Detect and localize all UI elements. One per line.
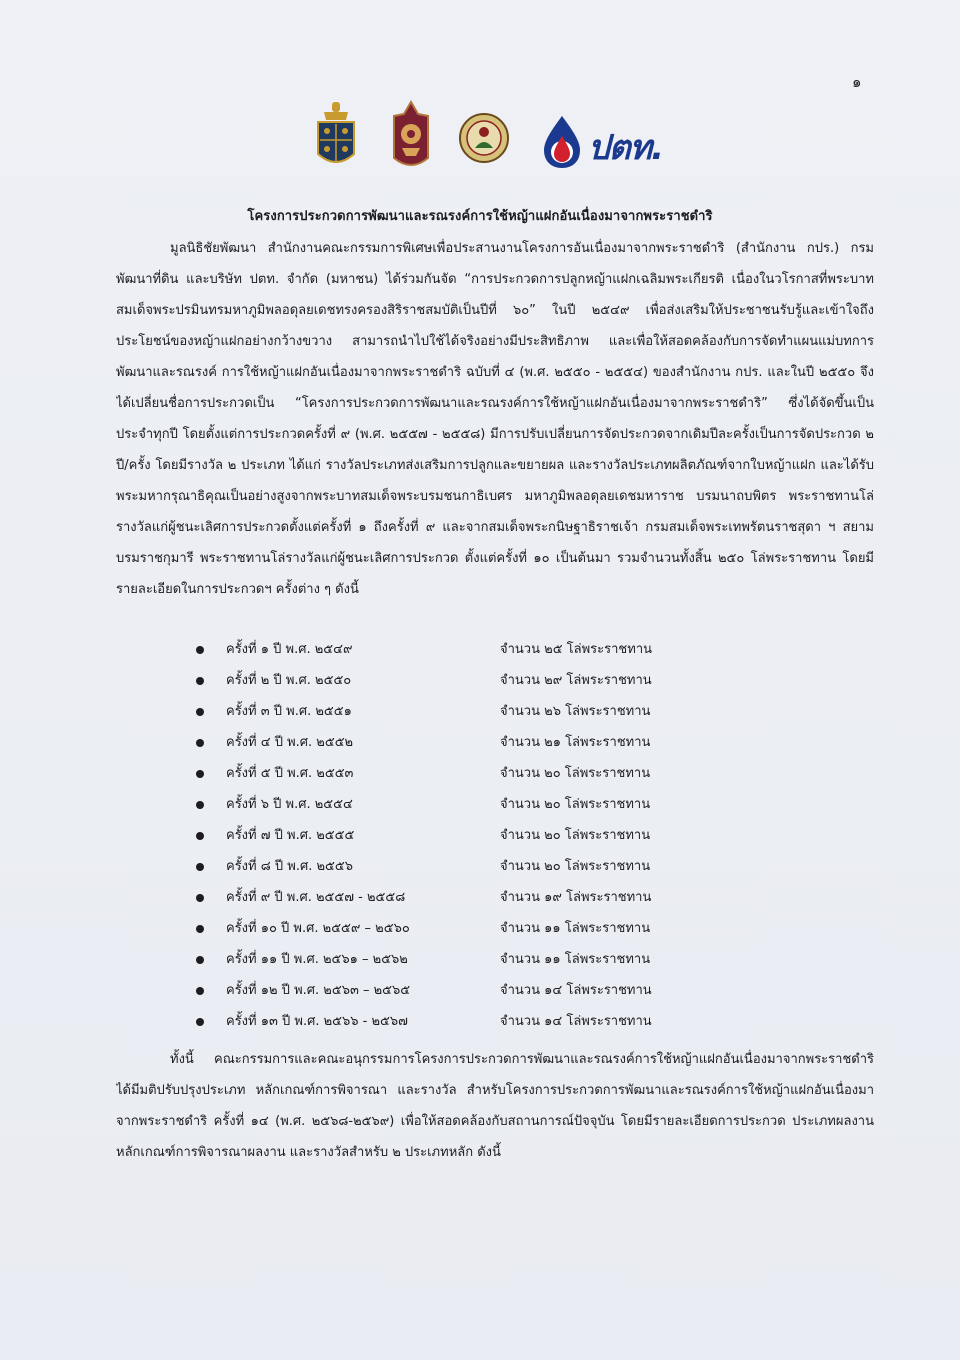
list-item <box>196 727 716 758</box>
round-label: ครั้งที่ ๙ ปี พ.ศ. ๒๕๕๗ - ๒๕๕๘ <box>226 890 406 905</box>
bullet-icon <box>196 646 204 654</box>
bullet-icon <box>196 770 204 778</box>
list-item <box>196 696 716 727</box>
round-label: ครั้งที่ ๑ ปี พ.ศ. ๒๕๔๙ <box>226 642 353 657</box>
round-label: ครั้งที่ ๖ ปี พ.ศ. ๒๕๕๔ <box>226 797 353 812</box>
round-label: ครั้งที่ ๕ ปี พ.ศ. ๒๕๕๓ <box>226 766 354 781</box>
round-amount: จำนวน ๑๑ โล่พระราชทาน <box>500 952 651 967</box>
round-label: ครั้งที่ ๓ ปี พ.ศ. ๒๕๕๑ <box>226 704 352 719</box>
bullet-icon <box>196 832 204 840</box>
round-amount: จำนวน ๒๕ โล่พระราชทาน <box>500 642 653 657</box>
bullet-icon <box>196 1018 204 1026</box>
round-amount: จำนวน ๑๔ โล่พระราชทาน <box>500 983 652 998</box>
round-amount: จำนวน ๑๑ โล่พระราชทาน <box>500 921 651 936</box>
page-number: ๑ <box>852 73 862 91</box>
list-item <box>196 665 716 696</box>
bullet-icon <box>196 925 204 933</box>
list-item <box>196 975 716 1006</box>
logo-row <box>312 100 692 174</box>
round-amount: จำนวน ๒๐ โล่พระราชทาน <box>500 828 651 843</box>
document-title: โครงการประกวดการพัฒนาและรณรงค์การใช้หญ้าแฝกอันเนื่องมาจากพระราชดำริ <box>247 209 713 224</box>
bullet-icon <box>196 801 204 809</box>
dept-seal-logo-icon <box>388 100 434 172</box>
round-label: ครั้งที่ ๑๒ ปี พ.ศ. ๒๕๖๓ – ๒๕๖๕ <box>226 983 411 998</box>
bullet-icon <box>196 677 204 685</box>
list-item <box>196 1006 716 1037</box>
crest-logo-icon <box>312 100 360 172</box>
list-item <box>196 851 716 882</box>
list-item <box>196 820 716 851</box>
round-label: ครั้งที่ ๒ ปี พ.ศ. ๒๕๕๐ <box>226 673 352 688</box>
round-label: ครั้งที่ ๑๐ ปี พ.ศ. ๒๕๕๙ – ๒๕๖๐ <box>226 921 410 936</box>
ptt-flame-logo-icon <box>540 114 690 170</box>
round-label: ครั้งที่ ๘ ปี พ.ศ. ๒๕๕๖ <box>226 859 353 874</box>
list-item <box>196 913 716 944</box>
bullet-icon <box>196 863 204 871</box>
list-item <box>196 789 716 820</box>
ptt-logo-text: ปตท. <box>588 128 663 168</box>
round-label: ครั้งที่ ๑๑ ปี พ.ศ. ๒๕๖๑ – ๒๕๖๒ <box>226 952 408 967</box>
round-amount: จำนวน ๑๙ โล่พระราชทาน <box>500 890 652 905</box>
bullet-icon <box>196 956 204 964</box>
round-label: ครั้งที่ ๔ ปี พ.ศ. ๒๕๕๒ <box>226 735 354 750</box>
round-label: ครั้งที่ ๑๓ ปี พ.ศ. ๒๕๖๖ - ๒๕๖๗ <box>226 1014 408 1029</box>
round-amount: จำนวน ๒๐ โล่พระราชทาน <box>500 766 651 781</box>
list-item <box>196 634 716 665</box>
round-amount: จำนวน ๒๐ โล่พระราชทาน <box>500 797 651 812</box>
bullet-icon <box>196 894 204 902</box>
bullet-icon <box>196 739 204 747</box>
closing-paragraph: ทั้งนี้ คณะกรรมการและคณะอนุกรรมการโครงการประกวดการพัฒนาและรณรงค์การใช้หญ้าแฝกอันเนื่องมาจากพระราชดำริ ได้มีมติปรับปรุงประเภท หลักเกณฑ์การพิจารณา และรางวัล สำหรับโครงการประกวดการพัฒนาและรณรงค์การใช้หญ้าแฝกอันเนื่องมาจากพระราชดำริ ครั้งที่ ๑๔ (พ.ศ. ๒๕๖๘-๒๕๖๙) เพื่อให้สอดคล้องกับสถานการณ์ปัจจุบัน โดยมีรายละเอียดการประกวด ประเภทผลงาน หลักเกณฑ์การพิจารณาผลงาน และรางวัลสำหรับ ๒ ประเภทหลัก ดังนี้ <box>116 1052 874 1160</box>
intro-paragraph: มูลนิธิชัยพัฒนา สำนักงานคณะกรรมการพิเศษเพื่อประสานงานโครงการอันเนื่องมาจากพระราชดำริ (สำนักงาน กปร.) กรมพัฒนาที่ดิน และบริษัท ปตท. จำกัด (มหาชน) ได้ร่วมกันจัด “การประกวดการปลูกหญ้าแฝกเฉลิมพระเกียรติ เนื่องในวโรกาสที่พระบาทสมเด็จพระปรมินทรมหาภูมิพลอดุลยเดชทรงครองสิริราชสมบัติเป็นปีที่ ๖๐” ในปี ๒๕๔๙ เพื่อส่งเสริมให้ประชาชนรับรู้และเข้าใจถึงประโยชน์ของหญ้าแฝกอย่างกว้างขวาง สามารถนำไปใช้ได้จริงอย่างมีประสิทธิภาพ และเพื่อให้สอดคล้องกับการจัดทำแผนแม่บทการพัฒนาและรณรงค์ การใช้หญ้าแฝกอันเนื่องมาจากพระราชดำริ ฉบับที่ ๔ (พ.ศ. ๒๕๕๐ - ๒๕๕๔) ของสำนักงาน กปร. และในปี ๒๕๕๐ จึงได้เปลี่ยนชื่อการประกวดเป็น “โครงการประกวดการพัฒนาและรณรงค์การใช้หญ้าแฝกอันเนื่องมาจากพระราชดำริ” ซึ่งได้จัดขึ้นเป็นประจำทุกปี โดยตั้งแต่การประกวดครั้งที่ ๙ (พ.ศ. ๒๕๕๗ - ๒๕๕๘) มีการปรับเปลี่ยนการจัดประกวดจากเดิมปีละครั้งเป็นการจัดประกวด ๒ ปี/ครั้ง โดยมีรางวัล ๒ ประเภท ได้แก่ รางวัลประเภทส่งเสริมการปลูกและขยายผล และรางวัลประเภทผลิตภัณฑ์จากใบหญ้าแฝก และได้รับพระมหากรุณาธิคุณเป็นอย่างสูงจากพระบาทสมเด็จพระบรมชนกาธิเบศร มหาภูมิพลอดุลยเดชมหาราช บรมนาถบพิตร พระราชทานโล่รางวัลแก่ผู้ชนะเลิศการประกวดตั้งแต่ครั้งที่ ๑ ถึงครั้งที่ ๙ และจากสมเด็จพระกนิษฐาธิราชเจ้า กรมสมเด็จพระเทพรัตนราชสุดา ฯ สยามบรมราชกุมารี พระราชทานโล่รางวัลแก่ผู้ชนะเลิศการประกวด ตั้งแต่ครั้งที่ ๑๐ เป็นต้นมา รวมจำนวนทั้งสิ้น ๒๕๐ โล่พระราชทาน โดยมีรายละเอียดในการประกวดฯ ครั้งต่าง ๆ ดังนี้ <box>116 241 874 597</box>
list-item <box>196 944 716 975</box>
round-list <box>196 634 716 1037</box>
bullet-icon <box>196 708 204 716</box>
round-label: ครั้งที่ ๗ ปี พ.ศ. ๒๕๕๕ <box>226 828 355 843</box>
bullet-icon <box>196 987 204 995</box>
round-amount: จำนวน ๒๙ โล่พระราชทาน <box>500 673 652 688</box>
round-amount: จำนวน ๒๐ โล่พระราชทาน <box>500 859 651 874</box>
round-amount: จำนวน ๒๖ โล่พระราชทาน <box>500 704 651 719</box>
list-item <box>196 758 716 789</box>
round-amount: จำนวน ๒๑ โล่พระราชทาน <box>500 735 651 750</box>
list-item <box>196 882 716 913</box>
round-amount: จำนวน ๑๔ โล่พระราชทาน <box>500 1014 652 1029</box>
round-seal-logo-icon <box>458 108 510 168</box>
